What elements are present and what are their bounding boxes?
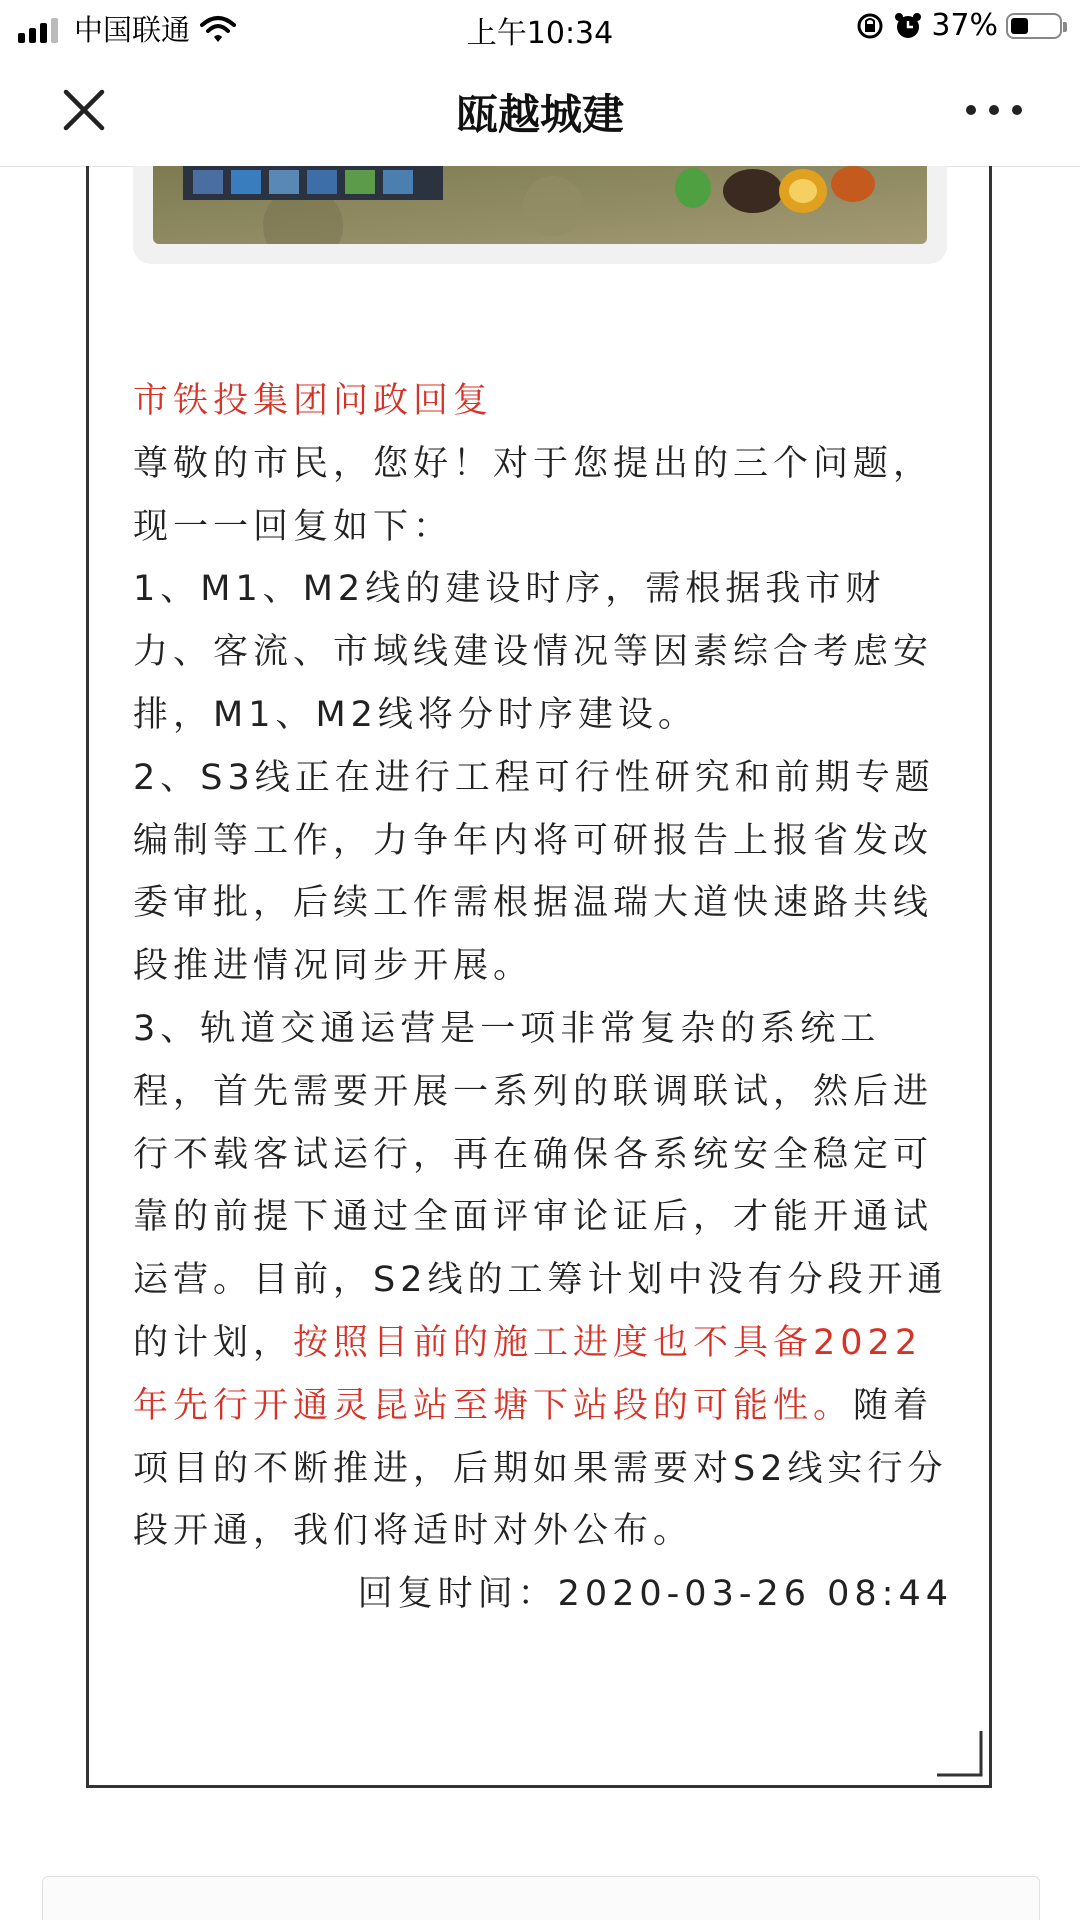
article-item-3-highlight: 按照目前的施工进度也不具备2022年先行开通灵昆站至塘下站段的可能性。 bbox=[133, 1322, 923, 1426]
article-item-3 bbox=[133, 998, 953, 1563]
article-heading: 市铁投集团问政回复 bbox=[133, 381, 494, 421]
article-item-1: 1、M1、M2线的建设时序，需根据我市财力、客流、市域线建设情况等因素综合考虑安排，M1、M2线将分时序建设。 bbox=[133, 569, 934, 735]
more-icon[interactable] bbox=[966, 94, 1022, 126]
carrier-name: 中国联通 bbox=[74, 13, 191, 47]
banner-card bbox=[133, 166, 947, 264]
article-item-3-text-end: 随着项目的不断推进，后期如果需要对S2线实行分段开通，我们将适时对外公布。 bbox=[133, 1385, 948, 1552]
battery-percent: 37% bbox=[931, 8, 998, 43]
rotation-lock-icon bbox=[855, 11, 885, 41]
battery-icon bbox=[1006, 13, 1062, 39]
banner-image[interactable] bbox=[153, 166, 927, 244]
bottom-card[interactable] bbox=[42, 1876, 1040, 1920]
article-item-2: 2、S3线正在进行工程可行性研究和前期专题编制等工作，力争年内将可研报告上报省发改委审批，后续工作需根据温瑞大道快速路共线段推进情况同步开展。 bbox=[133, 757, 935, 987]
nav-bar bbox=[0, 54, 1080, 167]
reply-time: 回复时间：2020-03-26 08:44 bbox=[357, 1574, 953, 1615]
alarm-icon bbox=[893, 11, 923, 41]
article-body bbox=[133, 370, 953, 1626]
page-title: 瓯越城建 bbox=[455, 90, 624, 139]
status-time: 上午10:34 bbox=[466, 16, 614, 51]
status-right bbox=[855, 8, 1062, 43]
article-intro: 尊敬的市民，您好！对于您提出的三个问题，现一一回复如下： bbox=[133, 443, 934, 547]
corner-decoration bbox=[935, 1729, 983, 1777]
status-bar bbox=[0, 0, 1080, 54]
article-item-3-text: 3、轨道交通运营是一项非常复杂的系统工程，首先需要开展一系列的联调联试，然后进行不载客试运行，再在确保各系统安全稳定可靠的前提下通过全面评审论证后，才能开通试运营。目前，S2线的工筹计划中没有分段开通的计划， bbox=[133, 1008, 948, 1363]
